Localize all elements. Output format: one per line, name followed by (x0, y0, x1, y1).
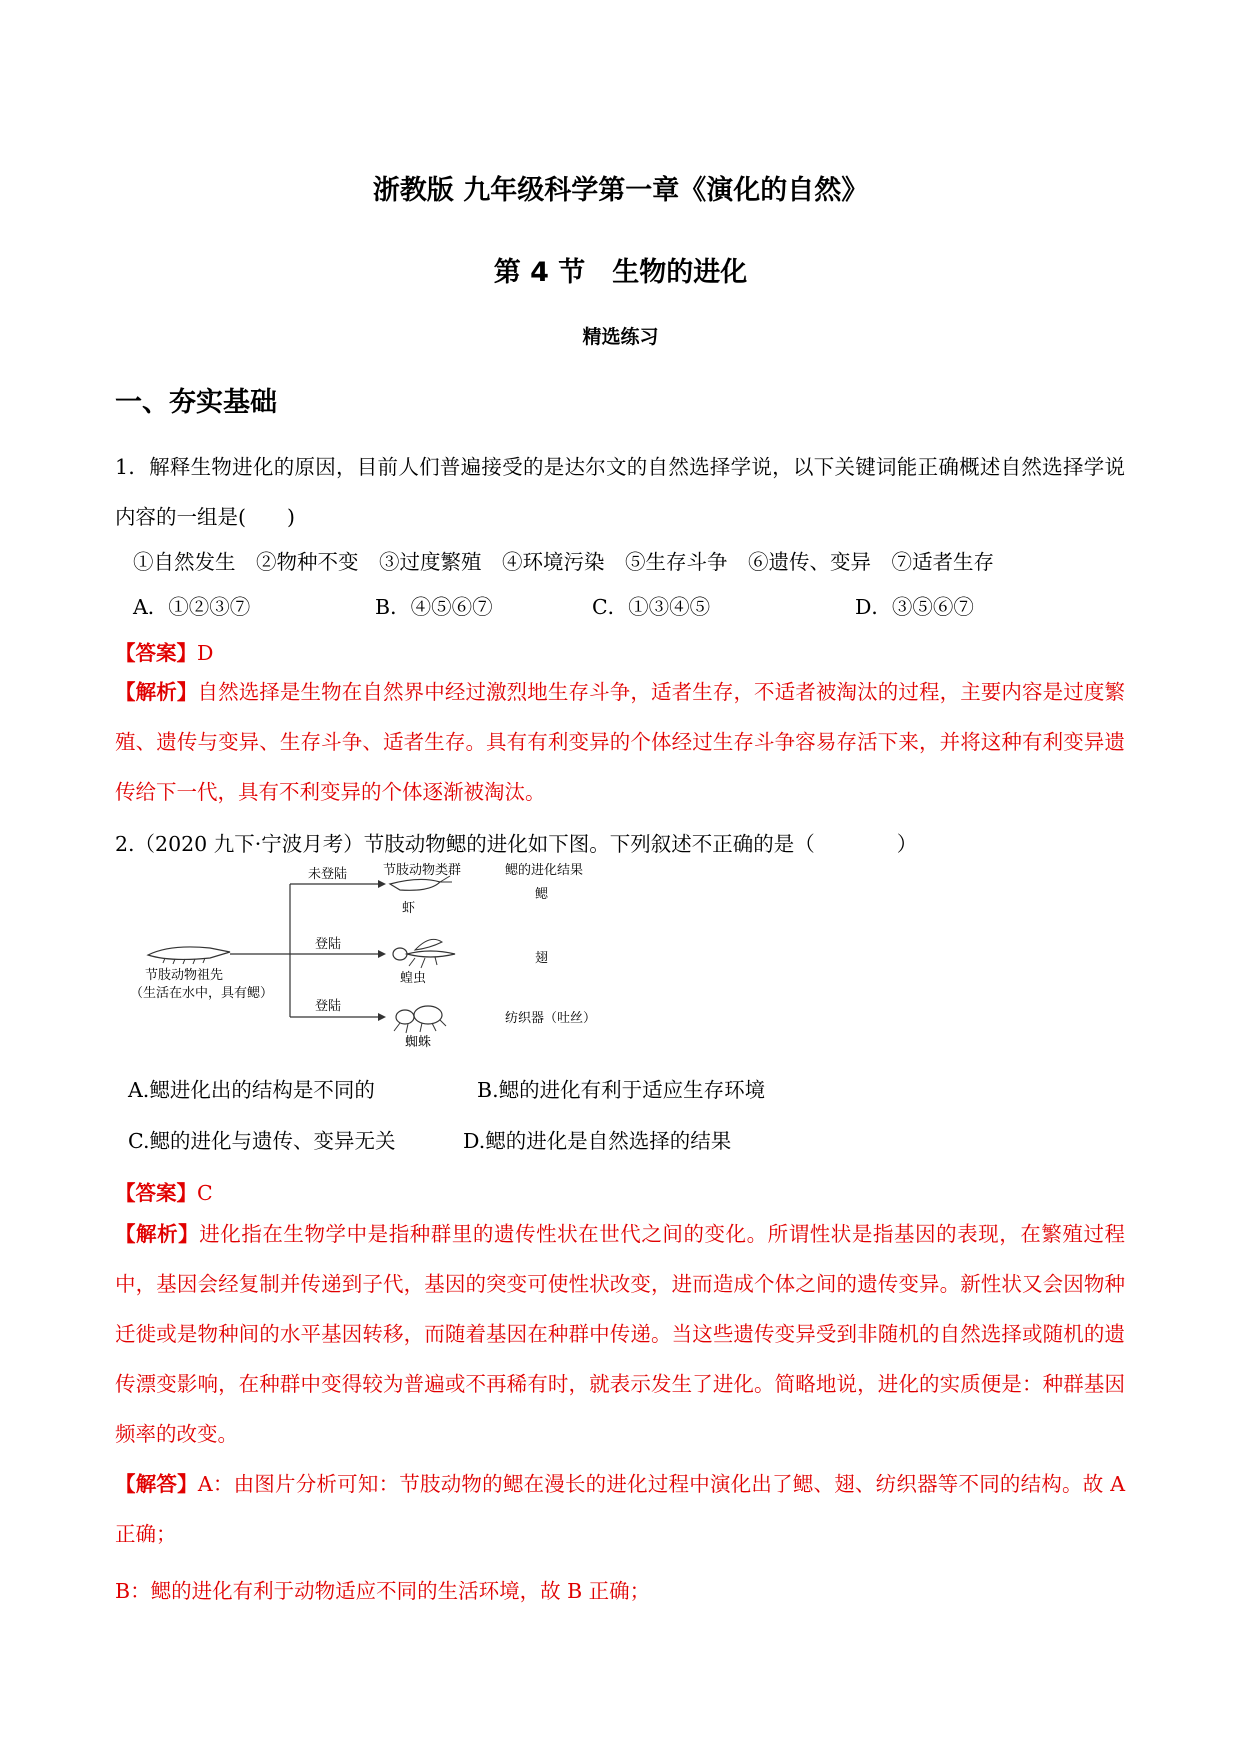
result-gill: 鳃 (535, 887, 549, 902)
q2-solution-b: B：鳃的进化有利于动物适应不同的生活环境，故 B 正确； (115, 1579, 651, 1603)
q1-answer (115, 636, 213, 666)
ancestor-name: 节肢动物祖先 (145, 968, 224, 983)
ancestor-illustration (148, 947, 230, 964)
q2-solution-a-text: A：由图片分析可知：节肢动物的鳃在漫长的进化过程中演化出了鳃、翅、纺织器等不同的结构。故 A 正确； (115, 1472, 1126, 1546)
q2-answer-value: C (197, 1181, 213, 1205)
q1-stem: 1．解释生物进化的原因，目前人们普遍接受的是达尔文的自然选择学说，以下关键词能正确概述自然选择学说内容的一组是( ) (115, 455, 1125, 529)
q2-option-d: D.鳃的进化是自然选择的结果 (463, 1129, 732, 1153)
animal-shrimp: 虾 (402, 901, 416, 916)
q1-option-c: C．①③④⑤ (592, 595, 711, 619)
q1-option-a: A．①②③⑦ (133, 595, 251, 619)
q1-option-b: B．④⑤⑥⑦ (375, 595, 493, 619)
q2-solution-tag: 【解答】 (115, 1472, 198, 1496)
q2-analysis-text: 进化指在生物学中是指种群里的遗传性状在世代之间的变化。所谓性状是指基因的表现，在繁殖过程中，基因会经复制并传递到子代，基因的突变可使性状改变，进而造成个体之间的遗传变异。新性状又会因物种迁徙或是物种间的水平基因转移，而随着基因在种群中传递。当这些遗传变异受到非随机的自然选择或随机的遗传漂变影响，在种群中变得较为普遍或不再稀有时，就表示发生了进化。简略地说，进化的实质便是：种群基因频率的改变。 (115, 1222, 1126, 1446)
q2-answer (115, 1176, 213, 1206)
practice-label: 精选练习 (582, 326, 659, 348)
q1-analysis-tag: 【解析】 (115, 680, 198, 704)
q2-analysis (115, 1209, 1125, 1459)
q2-option-a: A.鳃进化出的结构是不同的 (128, 1078, 375, 1102)
q1-option-d: D．③⑤⑥⑦ (855, 595, 974, 619)
group-header: 节肢动物类群 (383, 863, 462, 878)
q1-answer-tag: 【答案】 (115, 641, 197, 665)
section-heading: 一、夯实基础 (115, 387, 277, 418)
branch-label-3: 登陆 (315, 999, 342, 1014)
q2-analysis-tag: 【解析】 (115, 1222, 200, 1246)
spider-icon (394, 1006, 446, 1033)
document-title: 浙教版 九年级科学第一章《演化的自然》 (372, 175, 869, 206)
result-wing: 翅 (535, 951, 549, 966)
animal-locust: 蝗虫 (400, 971, 427, 986)
q1-analysis-text: 自然选择是生物在自然界中经过激烈地生存斗争，适者生存，不适者被淘汰的过程，主要内容是过度繁殖、遗传与变异、生存斗争、适者生存。具有有利变异的个体经过生存斗争容易存活下来，并将这种有利变异遗传给下一代，具有不利变异的个体逐渐被淘汰。 (115, 680, 1126, 804)
q1-answer-value: D (197, 641, 214, 665)
animal-spider: 蜘蛛 (405, 1035, 432, 1050)
q2-stem: 2.（2020 九下·宁波月考）节肢动物鳃的进化如下图。下列叙述不正确的是（ ） (115, 832, 918, 856)
q1-keywords: ①自然发生 ②物种不变 ③过度繁殖 ④环境污染 ⑤生存斗争 ⑥遗传、变异 ⑦适者生存 (133, 550, 994, 574)
result-spinneret: 纺织器（吐丝） (505, 1011, 597, 1026)
branch-label-2: 登陆 (315, 937, 342, 952)
result-header: 鳃的进化结果 (505, 863, 584, 878)
section-subtitle: 第 4 节 生物的进化 (493, 257, 748, 288)
q2-solution-a (115, 1459, 1125, 1559)
locust-icon (393, 939, 455, 968)
q2-answer-tag: 【答案】 (115, 1181, 197, 1205)
branch-label-1: 未登陆 (308, 867, 348, 882)
shrimp-icon (390, 876, 452, 890)
q2-option-c: C.鳃的进化与遗传、变异无关 (128, 1129, 396, 1153)
ancestor-note: （生活在水中，具有鳃） (130, 986, 274, 1001)
q1-analysis (115, 667, 1125, 817)
q2-option-b: B.鳃的进化有利于适应生存环境 (477, 1078, 766, 1102)
evolution-figure (130, 862, 610, 1052)
